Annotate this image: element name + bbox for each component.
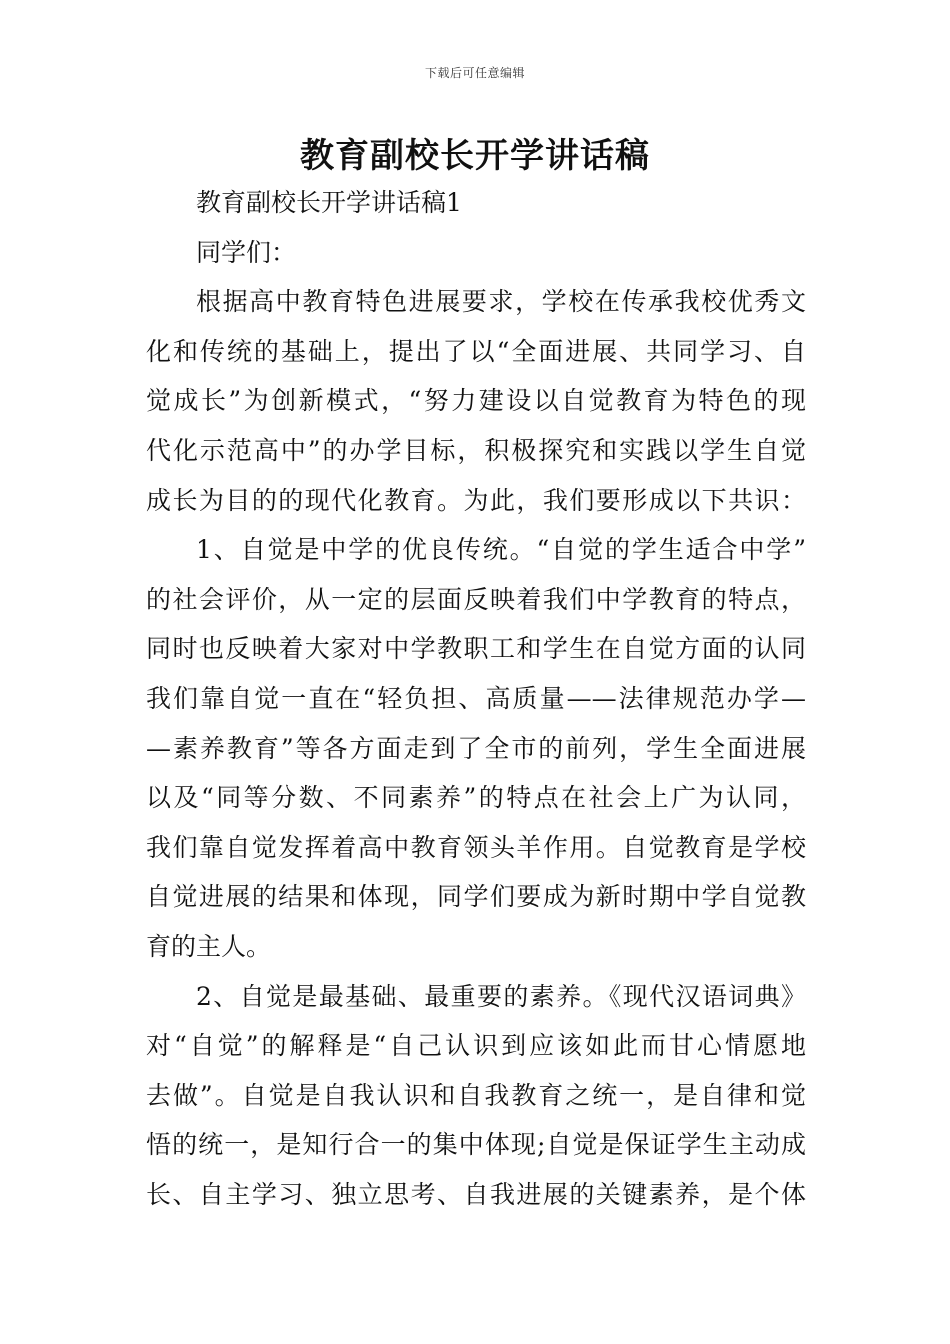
text-line: 2、自觉是最基础、最重要的素养。《现代汉语词典》 [196, 981, 806, 1011]
text-line: 我们靠自觉发挥着高中教育领头羊作用。自觉教育是学校 [146, 832, 806, 862]
text-line: 的社会评价，从一定的层面反映着我们中学教育的特点， [146, 584, 806, 614]
text-line: 成长为目的的现代化教育。为此，我们要形成以下共识： [146, 485, 806, 515]
text-line: 悟的统一，是知行合一的集中体现;自觉是保证学生主动成 [146, 1130, 806, 1160]
document-title: 教育副校长开学讲话稿 [300, 136, 650, 176]
text-line: 1、自觉是中学的优良传统。“自觉的学生适合中学” [196, 535, 806, 565]
text-line: 教育副校长开学讲话稿1 [196, 188, 462, 217]
text-line: 对“自觉”的解释是“自己认识到应该如此而甘心情愿地 [146, 1031, 806, 1061]
text-line: 育的主人。 [146, 931, 272, 961]
text-line: 化和传统的基础上，提出了以“全面进展、共同学习、自 [146, 336, 806, 366]
text-line: 以及“同等分数、不同素养”的特点在社会上广为认同， [146, 783, 806, 813]
text-line: 长、自主学习、独立思考、自我进展的关键素养，是个体 [146, 1179, 806, 1209]
text-line: 同学们： [196, 237, 297, 267]
text-line: 觉成长”为创新模式，“努力建设以自觉教育为特色的现 [146, 386, 806, 416]
text-line: —素养教育”等各方面走到了全市的前列，学生全面进展 [146, 733, 806, 763]
text-line: 根据高中教育特色进展要求，学校在传承我校优秀文 [196, 287, 806, 317]
text-line: 我们靠自觉一直在“轻负担、高质量——法律规范办学— [146, 683, 806, 713]
text-line: 同时也反映着大家对中学教职工和学生在自觉方面的认同 [146, 634, 806, 664]
text-line: 自觉进展的结果和体现，同学们要成为新时期中学自觉教 [146, 882, 806, 912]
document-body [146, 178, 806, 1219]
text-line: 代化示范高中”的办学目标，积极探究和实践以学生自觉 [146, 435, 806, 465]
text-line: 去做”。自觉是自我认识和自我教育之统一，是自律和觉 [146, 1080, 806, 1110]
header-note: 下载后可任意编辑 [424, 66, 525, 80]
